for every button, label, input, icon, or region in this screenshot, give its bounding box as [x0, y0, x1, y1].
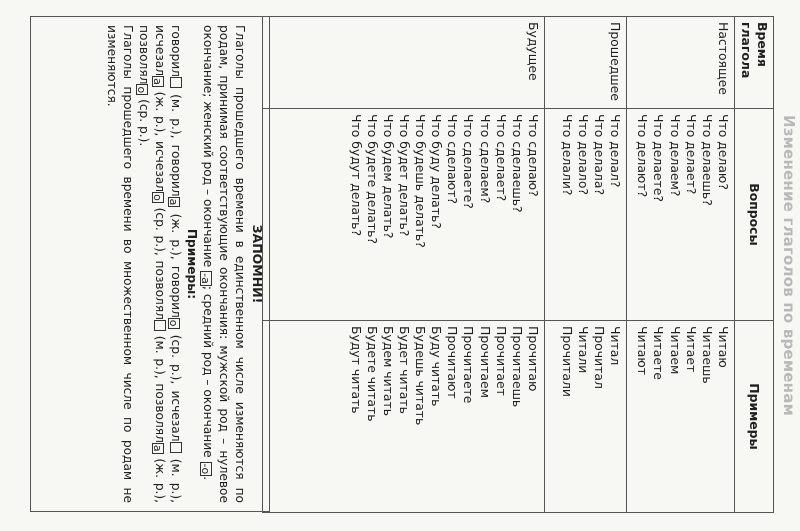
note-rule-text: Глаголы прошедшего времени в единственном числе изменяются по родам, принимая соответствующие окончания: мужской род – нулевое окончание; женский род – окончание: [201, 25, 247, 503]
example-line: Буду читать: [429, 326, 445, 407]
question-line: Что сделаем?: [477, 114, 493, 204]
note-examples: [136, 25, 184, 503]
ending-box: а: [167, 198, 180, 206]
ending-box-feminine: -а: [199, 273, 212, 284]
tense-cell: Настоящее: [626, 17, 734, 109]
verb-tense-table: [262, 16, 774, 513]
example-text: (м. р.), позволял: [153, 335, 167, 443]
example-line: Прочитаете: [461, 326, 477, 404]
example-word: позволял: [153, 260, 167, 320]
example-text: (м. р.), исчезал: [153, 25, 183, 504]
header-tense: Время глагола: [734, 17, 773, 109]
header-examples: Примеры: [734, 321, 773, 513]
questions-cell: [544, 109, 626, 321]
example-text: (ср. р.),: [153, 207, 167, 256]
tense-cell: Прошедшее: [544, 17, 626, 109]
question-line: Что делало?: [575, 114, 591, 196]
note-title: ЗАПОМНИ!: [250, 224, 265, 304]
ending-box-empty: [154, 320, 166, 331]
note-rule-mid: ; средний род – окончание: [201, 285, 215, 458]
example-line: Прочитаю: [525, 326, 541, 392]
question-line: Что сделают?: [445, 114, 461, 204]
question-line: Что сделаешь?: [509, 114, 525, 213]
example-text: (м. р.), говорил: [169, 94, 183, 197]
example-line: Прочитаешь: [509, 326, 525, 408]
examples-cell: [544, 321, 626, 513]
questions-cell: [626, 109, 734, 321]
ending-box-empty: [170, 442, 182, 453]
example-line: Читал: [607, 326, 623, 366]
table-header-row: [734, 17, 773, 513]
table-row: [544, 17, 626, 513]
example-line: Читаю: [715, 326, 731, 368]
example-line: Читают: [635, 326, 651, 376]
ending-box-neuter: -о: [199, 463, 212, 475]
question-line: Что сделаю?: [525, 114, 541, 197]
example-text: (ж. р.), говорил: [169, 213, 183, 318]
question-line: Что сделает?: [493, 114, 509, 202]
question-line: Что делает?: [683, 114, 699, 195]
ending-box-empty: [170, 77, 182, 88]
note-plural-rule: Глаголы прошедшего времени во множественном числе по родам не изменяются.: [105, 25, 135, 503]
question-line: Что делают?: [635, 114, 651, 198]
example-word: говорил: [169, 25, 183, 77]
question-line: Что делаете?: [651, 114, 667, 202]
example-line: Будешь читать: [413, 326, 429, 426]
example-line: Прочитаем: [477, 326, 493, 398]
example-line: Будете читать: [364, 326, 380, 422]
ending-box: о: [135, 86, 148, 94]
example-line: Читаем: [667, 326, 683, 375]
question-line: Что будут делать?: [348, 114, 364, 237]
question-line: Что делал?: [607, 114, 623, 188]
question-line: Что делаю?: [715, 114, 731, 190]
example-text: (ср. р.).: [137, 99, 151, 147]
table-row: [262, 17, 544, 513]
examples-cell: [626, 321, 734, 513]
example-line: Прочитают: [445, 326, 461, 399]
example-line: Читаешь: [699, 326, 715, 384]
question-line: Что делаешь?: [699, 114, 715, 206]
examples-cell: [262, 321, 544, 513]
example-line: Прочитает: [493, 326, 509, 396]
question-line: Что будет делать?: [397, 114, 413, 237]
example-line: Читали: [575, 326, 591, 374]
page-title: Изменение глаголов по временам: [780, 114, 798, 417]
example-line: Будет читать: [397, 326, 413, 414]
ending-box: о: [167, 319, 180, 327]
table-row: [626, 17, 734, 513]
question-line: Что будем делать?: [380, 114, 396, 239]
example-line: Будут читать: [348, 326, 364, 414]
ending-box: а: [151, 444, 164, 452]
question-line: Что сделаете?: [461, 114, 477, 209]
example-line: Будем читать: [380, 326, 396, 417]
example-line: Прочитал: [591, 326, 607, 389]
note-rule: Глаголы прошедшего времени в единственном числе изменяются по родам, принимая соответствующие окончания: мужской род – нулевое окончание; женский род – окончание -а; средний род – окончание -о.: [199, 25, 247, 503]
question-line: Что делаем?: [667, 114, 683, 197]
examples-title: Примеры:: [185, 228, 199, 300]
question-line: Что будете делать?: [364, 114, 380, 244]
tense-cell: Будущее: [262, 17, 544, 109]
example-word: исчезал: [169, 390, 183, 442]
questions-cell: [262, 109, 544, 321]
example-line: Читает: [683, 326, 699, 373]
example-text: (ж. р.), позволял: [137, 25, 167, 504]
question-line: Что будешь делать?: [413, 114, 429, 248]
ending-box: о: [151, 194, 164, 201]
example-line: Читаете: [651, 326, 667, 380]
example-text: (ж. р.), исчезал: [153, 91, 167, 193]
example-text: (ср. р.),: [169, 334, 183, 385]
header-questions: Вопросы: [734, 109, 773, 321]
question-line: Что буду делать?: [429, 114, 445, 229]
example-line: Прочитали: [559, 326, 575, 397]
question-line: Что делала?: [591, 114, 607, 196]
ending-box: а: [151, 78, 164, 85]
question-line: Что делали?: [559, 114, 575, 196]
remember-note: [30, 16, 270, 512]
